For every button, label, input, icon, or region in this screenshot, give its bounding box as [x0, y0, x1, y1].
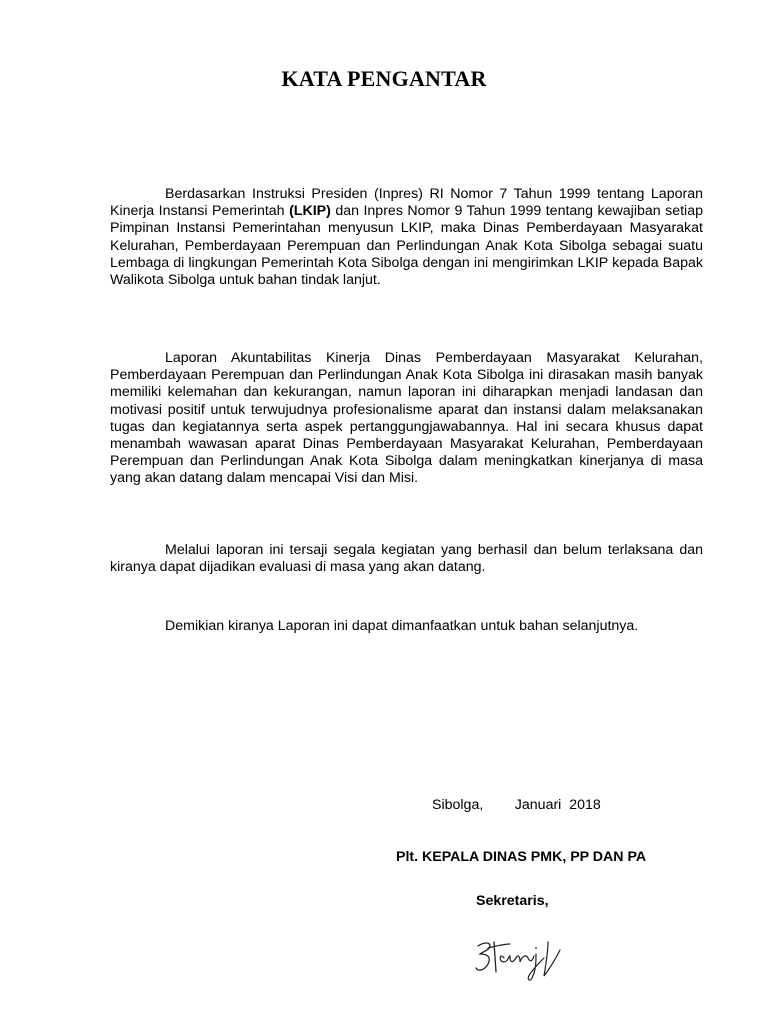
- page-title: KATA PENGANTAR: [281, 66, 487, 91]
- paragraph-2: [110, 350, 703, 488]
- paragraph-1-bold-lkip: (LKIP): [289, 203, 331, 220]
- paragraph-3-text: Melalui laporan ini tersaji segala kegiatan yang berhasil dan belum terlaksana dan kiranya dapat dijadikan evaluasi di masa yang akan datang.: [110, 542, 703, 576]
- place-date: Sibolga, Januari 2018: [432, 797, 601, 813]
- paragraph-1: [110, 186, 703, 289]
- paragraph-2-text: Laporan Akuntabilitas Kinerja Dinas Pemberdayaan Masyarakat Kelurahan, Pemberdayaan Perempuan dan Perlindungan Anak Kota Sibolga ini dirasakan masih banyak memiliki kelemahan dan kekurangan, namun laporan ini diharapkan menjadi landasan dan motivasi positif untuk terwujudnya profesionalisme aparat dan instansi dalam melaksanakan tugas dan kegiatannya serta aspek pertanggungjawabannya. Hal ini secara khusus dapat menambah wawasan aparat Dinas Pemberdayaan Masyarakat Kelurahan, Pemberdayaan Perempuan dan Perlindungan Anak Kota Sibolga dalam meningkatkan kinerjanya di masa yang akan datang dalam mencapai Visi dan Misi.: [110, 350, 703, 487]
- paragraph-1-text-start: Berdasarkan Instruksi Presiden (Inpres) RI Nomor 7 Tahun 1999 tentang Laporan Kinerja Instansi Pemerintah: [110, 186, 703, 220]
- paragraph-1-text-end: dan Inpres Nomor 9 Tahun 1999 tentang kewajiban setiap Pimpinan Instansi Pemerintahan menyusun LKIP, maka Dinas Pemberdayaan Masyarakat Kelurahan, Pemberdayaan Perempuan dan Perlindungan Anak Kota Sibolga sebagai suatu Lembaga di lingkungan Pemerintah Kota Sibolga dengan ini mengirimkan LKIP kepada Bapak Walikota Sibolga untuk bahan tindak lanjut.: [110, 203, 703, 289]
- signatory-role: Sekretaris,: [476, 893, 549, 909]
- paragraph-3: [110, 542, 703, 576]
- paragraph-4-text: Demikian kiranya Laporan ini dapat dimanfaatkan untuk bahan selanjutnya.: [165, 618, 639, 634]
- paragraph-4: [110, 618, 703, 635]
- signatory-position: Plt. KEPALA DINAS PMK, PP DAN PA: [396, 849, 647, 865]
- handwritten-signature: [470, 928, 570, 988]
